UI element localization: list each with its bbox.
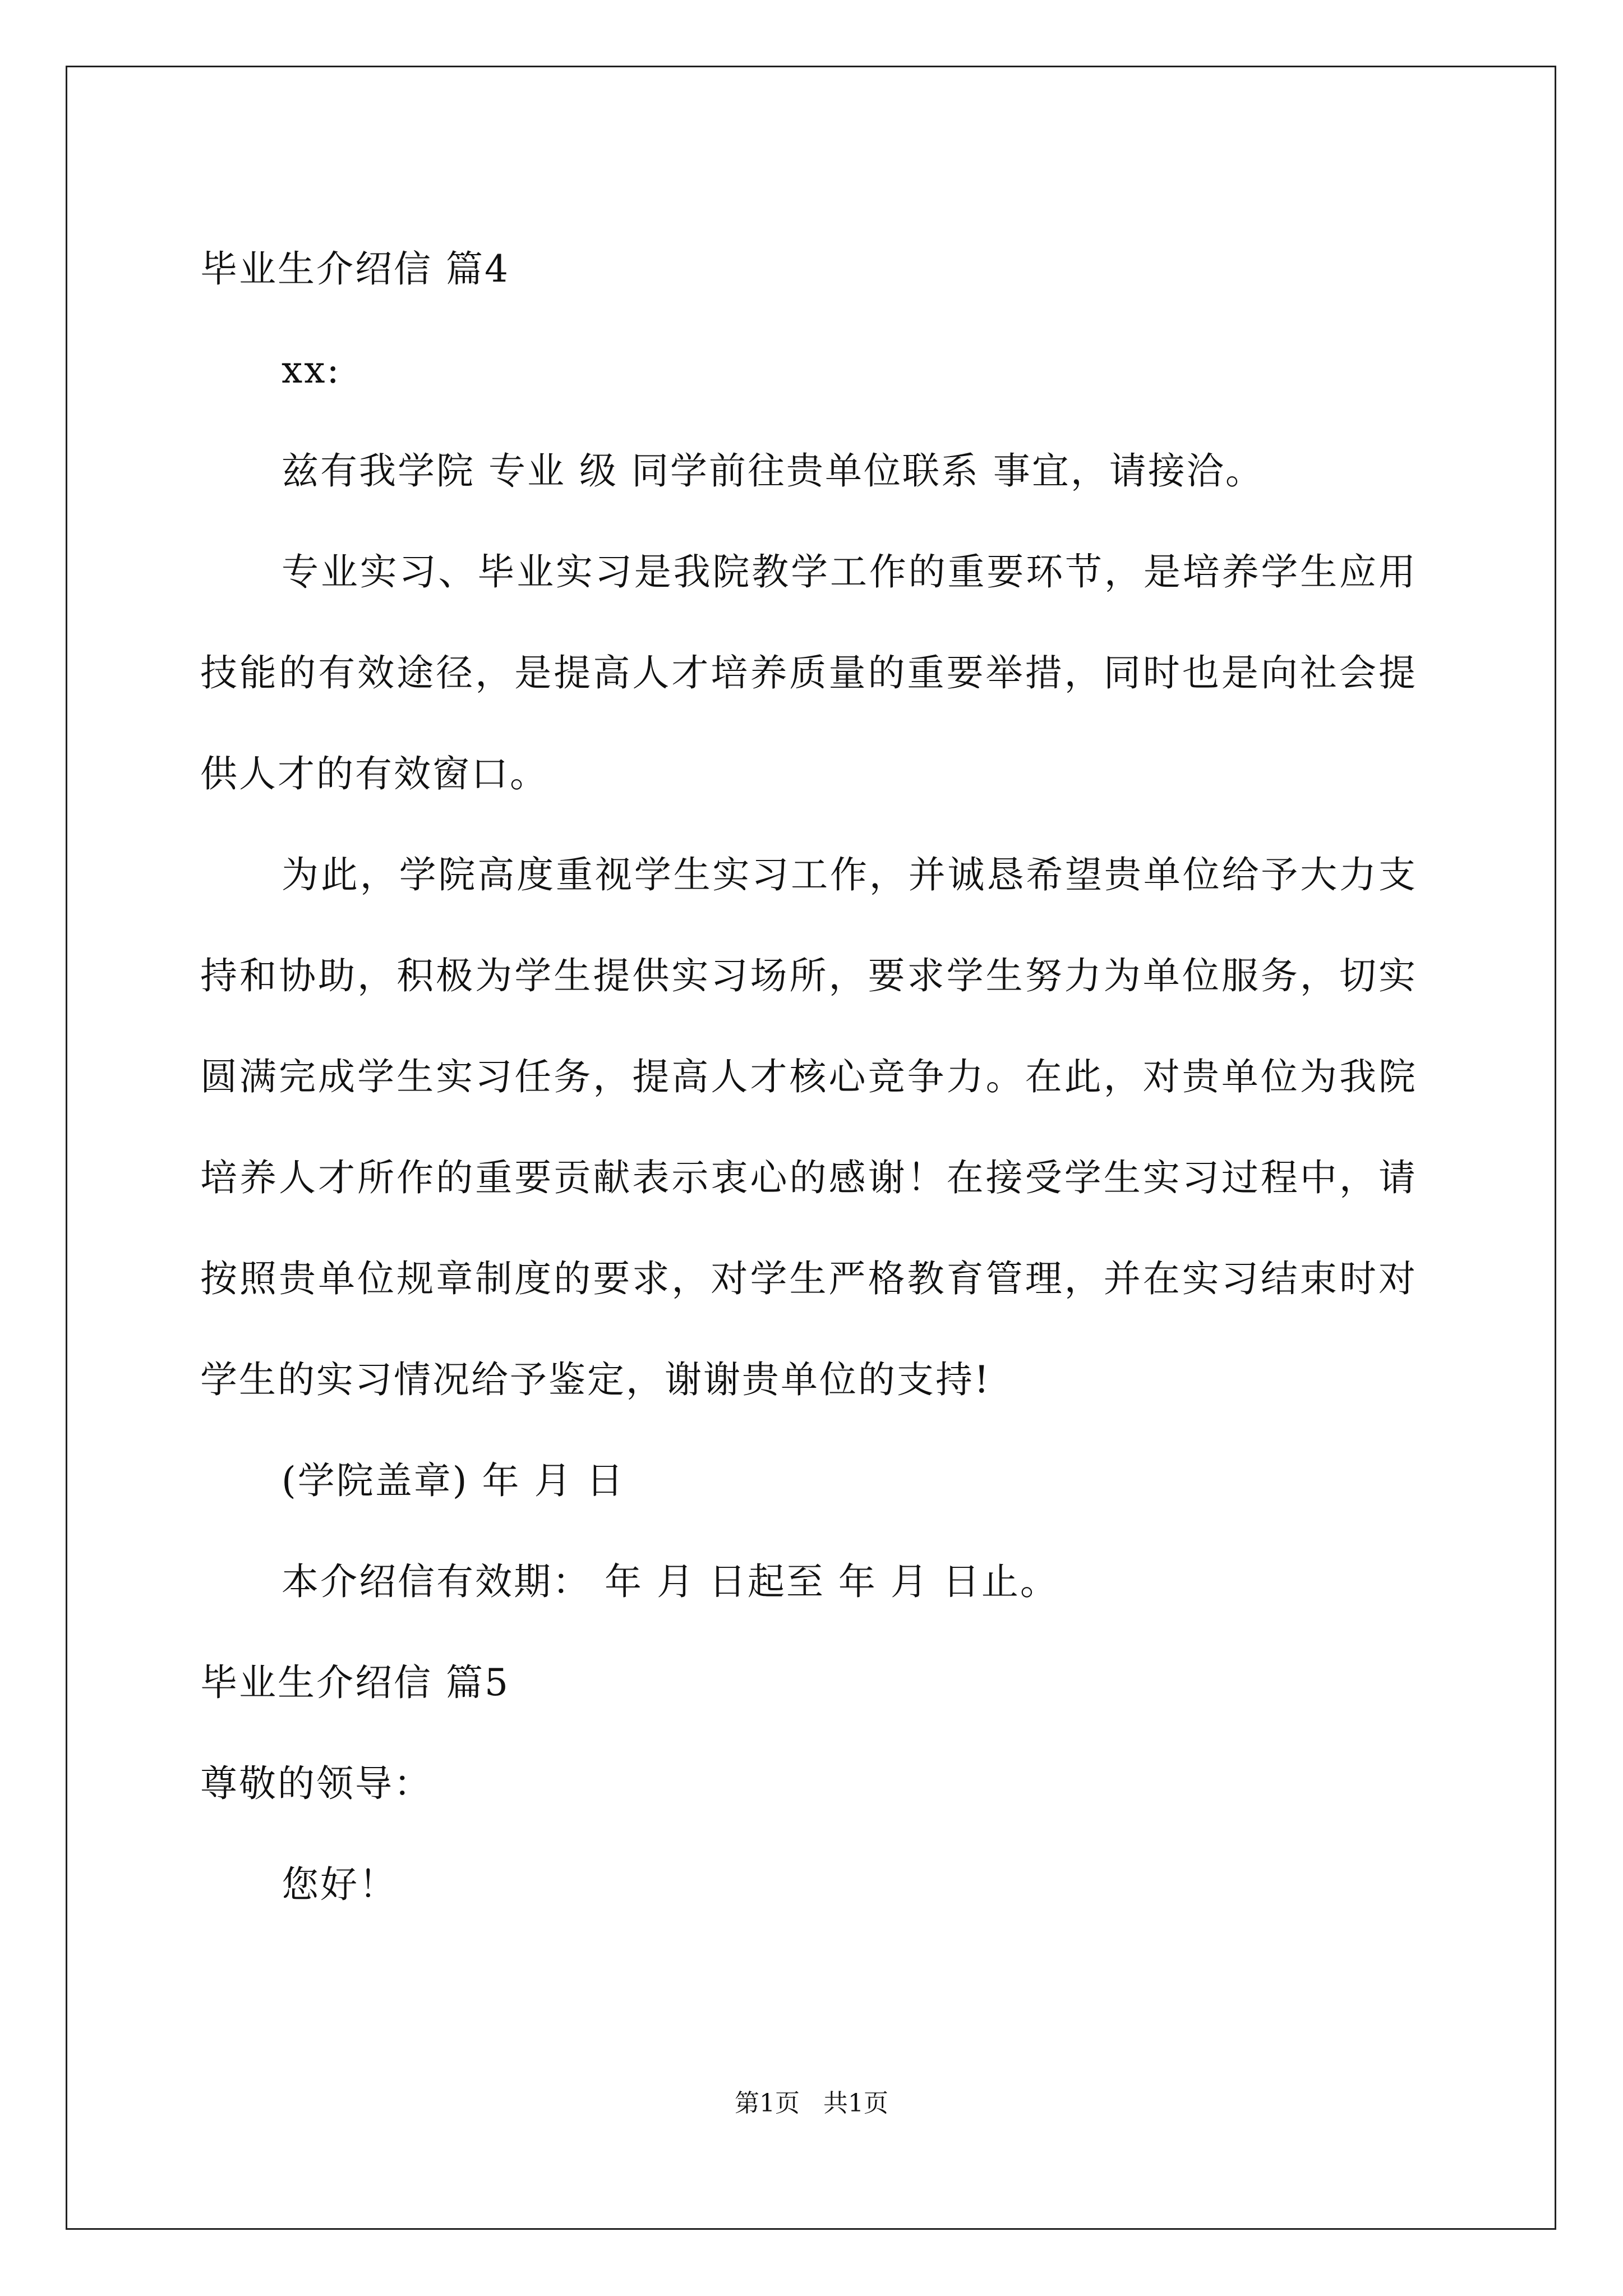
- salutation-4: xx:: [282, 348, 341, 392]
- greeting-line: 您好！: [282, 1863, 398, 1906]
- paragraph-request-support: 为此，学院高度重视学生实习工作，并诚恳希望贵单位给予大力支持和协助，积极为学生提供实习场所，要求学生努力为单位服务，切实圆满完成学生实习任务，提高人才核心竞争力。在此，对贵单位为我院培养人才所作的重要贡献表示衷心的感谢！在接受学生实习过程中，请按照贵单位规章制度的要求，对学生严格教育管理，并在实习结束时对学生的实习情况给予鉴定，谢谢贵单位的支持!: [200, 853, 1417, 1401]
- document-body: [200, 219, 1417, 1935]
- validity-line: 本介绍信有效期： 年 月 日起至 年 月 日止。: [282, 1560, 1059, 1603]
- page-number: 第1页: [735, 2089, 800, 2118]
- section-heading-4: 毕业生介绍信 篇4: [200, 247, 510, 291]
- seal-date-line: (学院盖章) 年 月 日: [282, 1459, 625, 1502]
- intro-line: 兹有我学院 专业 级 同学前往贵单位联系 事宜，请接洽。: [282, 449, 1264, 493]
- paragraph-internship-importance: 专业实习、毕业实习是我院教学工作的重要环节，是培养学生应用技能的有效途径，是提高人才培养质量的重要举措，同时也是向社会提供人才的有效窗口。: [200, 550, 1417, 795]
- page-footer: [0, 2087, 1623, 2120]
- page-total: 共1页: [823, 2089, 888, 2118]
- salutation-5: 尊敬的领导：: [200, 1762, 432, 1805]
- section-heading-5: 毕业生介绍信 篇5: [200, 1661, 510, 1704]
